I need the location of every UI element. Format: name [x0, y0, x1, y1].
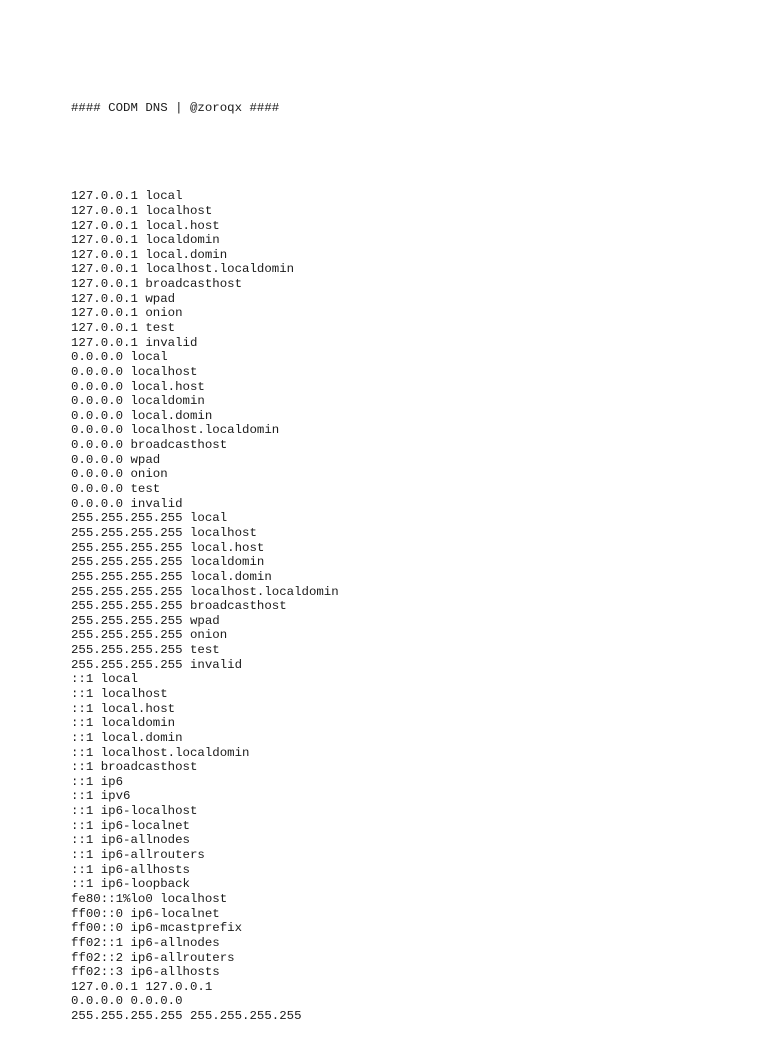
hosts-entry-line: 127.0.0.1 local.host: [71, 218, 220, 233]
hosts-entry-line: ff02::3 ip6-allhosts: [71, 965, 220, 980]
hosts-entry-line: ::1 localhost: [71, 687, 168, 701]
hosts-entry-line: 0.0.0.0 localhost: [71, 364, 198, 379]
hosts-entry-line: 255.255.255.255 wpad: [71, 613, 220, 628]
blank-line: [71, 145, 339, 160]
hosts-entry-line: 255.255.255.255 onion: [71, 628, 228, 643]
hosts-entry-line: 127.0.0.1 wpad: [71, 291, 176, 306]
hosts-entry-line: 255.255.255.255 local.host: [71, 540, 265, 555]
hosts-entry-line: ::1 ip6-localnet: [71, 818, 190, 833]
hosts-entry-line: 0.0.0.0 wpad: [71, 452, 161, 467]
hosts-entry-line: 0.0.0.0 onion: [71, 467, 168, 482]
hosts-entry-line: ::1 ip6-allnodes: [71, 833, 190, 848]
hosts-entry-line: fe80::1%lo0 localhost: [71, 891, 228, 906]
hosts-entry-line: 255.255.255.255 local.domin: [71, 569, 272, 584]
hosts-entry-line: 0.0.0.0 local.host: [71, 379, 205, 394]
hosts-entry-line: ::1 ip6-allrouters: [71, 848, 205, 863]
hosts-entry-line: 255.255.255.255 local: [71, 511, 228, 526]
hosts-entry-line: 127.0.0.1 localhost: [71, 203, 213, 218]
hosts-entry-line: 127.0.0.1 local: [71, 189, 183, 204]
hosts-entry-line: ::1 ip6-localhost: [71, 804, 198, 819]
hosts-entry-line: 127.0.0.1 localhost.localdomin: [71, 262, 295, 277]
hosts-entry-line: 0.0.0.0 localhost.localdomin: [71, 423, 280, 438]
hosts-entry-line: 127.0.0.1 onion: [71, 306, 183, 321]
hosts-entry-line: 127.0.0.1 broadcasthost: [71, 277, 243, 292]
hosts-entry-line: 0.0.0.0 broadcasthost: [71, 438, 228, 453]
hosts-entry-line: 255.255.255.255 localhost: [71, 525, 257, 540]
hosts-entry-line: 255.255.255.255 test: [71, 643, 220, 658]
hosts-entry-line: 255.255.255.255 localdomin: [71, 555, 265, 570]
hosts-entry-line: ::1 localdomin: [71, 716, 176, 731]
hosts-entry-line: 127.0.0.1 test: [71, 320, 176, 335]
hosts-entry-line: ff02::2 ip6-allrouters: [71, 950, 235, 965]
hosts-entry-line: ff00::0 ip6-localnet: [71, 906, 220, 921]
hosts-entry-line: 0.0.0.0 localdomin: [71, 394, 205, 409]
hosts-entry-line: 255.255.255.255 255.255.255.255: [71, 1009, 302, 1024]
document-body: [71, 72, 339, 1053]
hosts-entry-line: ::1 broadcasthost: [71, 760, 198, 775]
hosts-entry-line: ::1 localhost.localdomin: [71, 745, 250, 760]
hosts-entry-line: ::1 ip6: [71, 774, 124, 789]
hosts-entry-line: ff00::0 ip6-mcastprefix: [71, 921, 243, 936]
hosts-entry-line: ::1 local: [71, 672, 138, 687]
hosts-entry-line: ::1 ip6-allhosts: [71, 862, 190, 877]
hosts-entry-line: 0.0.0.0 local.domin: [71, 408, 213, 423]
hosts-entry-line: 0.0.0.0 local: [71, 350, 168, 365]
hosts-entry-line: ::1 local.host: [71, 701, 176, 716]
hosts-entry-line: 255.255.255.255 invalid: [71, 657, 243, 672]
hosts-entry-line: 127.0.0.1 127.0.0.1: [71, 979, 213, 994]
hosts-entry-line: 0.0.0.0 0.0.0.0: [71, 994, 183, 1009]
hosts-entry-line: 127.0.0.1 localdomin: [71, 233, 220, 248]
hosts-entry-line: 255.255.255.255 localhost.localdomin: [71, 584, 339, 599]
hosts-entry-line: 0.0.0.0 invalid: [71, 496, 183, 511]
hosts-entry-line: 255.255.255.255 broadcasthost: [71, 599, 287, 614]
hosts-entry-line: ff02::1 ip6-allnodes: [71, 935, 220, 950]
hosts-entry-line: 0.0.0.0 test: [71, 482, 161, 497]
document-title: #### CODM DNS | @zoroqx ####: [71, 101, 280, 116]
hosts-entry-line: 127.0.0.1 local.domin: [71, 247, 228, 262]
hosts-entry-line: ::1 ip6-loopback: [71, 877, 190, 892]
hosts-entry-list: [71, 189, 339, 1024]
hosts-entry-line: ::1 local.domin: [71, 730, 183, 745]
hosts-entry-line: 127.0.0.1 invalid: [71, 335, 198, 350]
hosts-entry-line: ::1 ipv6: [71, 789, 131, 804]
